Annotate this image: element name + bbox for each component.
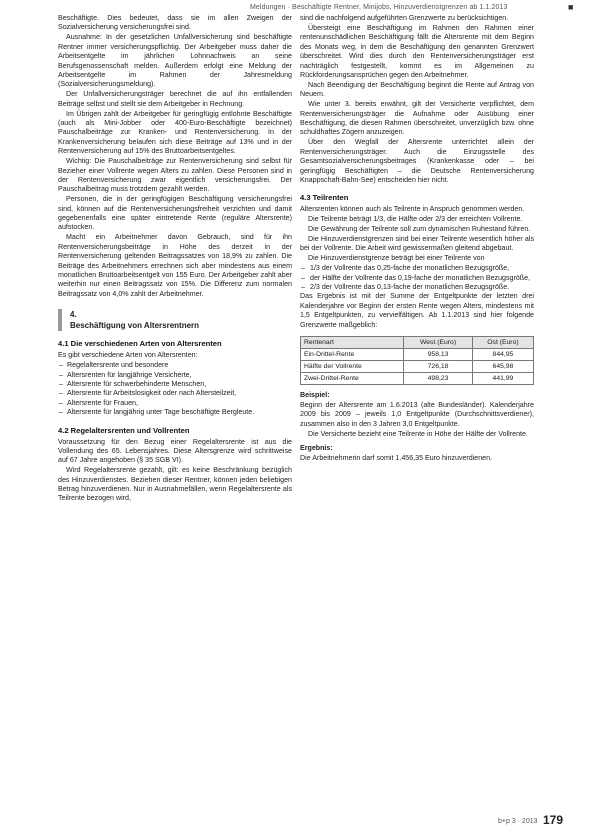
right-paragraph-13: Die Versicherte bezieht eine Teilrente in Höhe der Hälfte der Vollrente. bbox=[308, 429, 528, 438]
left-paragraph-5: Wichtig: Die Pauschalbeiträge zur Rentenversicherung sind selbst für Bezieher einer Vollrente wegen Alters zu zahlen. Diese Personen sind in der Rentenversicherung zwar eigentlich versicherungsfrei. Der Pauschalbeitrag muss trotzdem gezahlt werden. bbox=[58, 157, 292, 194]
ergebnis-label: Ergebnis: bbox=[300, 444, 333, 453]
list-item: – der Hälfte der Vollrente das 0,19-fache der monatlichen Bezugsgröße, bbox=[300, 274, 534, 283]
table-header-row bbox=[301, 337, 534, 349]
table-cell: 498,23 bbox=[404, 373, 473, 385]
right-paragraph-5: Über den Wegfall der Altersrente unterrichtet allein der Rentenversicherungsträger. Auch die Einzugsstelle des Gesamtsozialversicherungsbeitrages (Krankenkasse oder – bei geringfügig Beschäftigten – die Deutsche Rentenversicherung Knappschaft-Bahn-See) entscheiden hier nicht. bbox=[300, 138, 534, 184]
right-paragraph-7: Die Teilrente beträgt 1/3, die Hälfte oder 2/3 der erreichten Vollrente. bbox=[308, 215, 523, 224]
left-paragraph-6: Personen, die in der geringfügigen Beschäftigung versicherungsfrei sind, können auf die Rentenversicherungsfreiheit verzichten und damit gegebenenfalls eine später eintretende Rente (reguläre Altersrente) aufstocken. bbox=[58, 195, 292, 232]
left-paragraph-3: Der Unfallversicherungsträger berechnet die auf ihn entfallenden Beiträge selbst und stellt sie dem Arbeitgeber in Rechnung. bbox=[58, 90, 292, 108]
issue-label: b+p 3 · 2013 bbox=[498, 818, 538, 825]
table-header-cell: West (Euro) bbox=[404, 337, 473, 349]
left-column bbox=[58, 14, 292, 504]
list-item: – Altersrenten für langjährige Versicherte, bbox=[58, 371, 292, 380]
list-item: – 2/3 der Vollrente das 0,13-fache der monatlichen Bezugsgröße. bbox=[300, 283, 534, 292]
table-cell: 958,13 bbox=[404, 349, 473, 361]
section-heading-4-3: 4.3 Teilrenten bbox=[300, 193, 349, 203]
table-row bbox=[301, 349, 534, 361]
right-paragraph-8: Die Gewährung der Teilrente soll zum dynamischen Ruhestand führen. bbox=[308, 225, 531, 234]
right-paragraph-14: Die Arbeitnehmerin darf somit 1.456,35 Euro hinzuverdienen. bbox=[300, 454, 493, 463]
altersrenten-list bbox=[58, 361, 292, 417]
list-item: – Altersrente für Frauen, bbox=[58, 399, 292, 408]
chapter-heading bbox=[58, 309, 292, 331]
table-header-cell: Rentenart bbox=[301, 337, 404, 349]
left-paragraph-2: Ausnahme: In der gesetzlichen Unfallversicherung sind beschäftigte Rentner immer versicherungspflichtig. Der Arbeitgeber muss daher die Arbeitsentgelte im jährlichen Lohnnachweis an seine Berufsgenossenschaft melden. Außerdem erfolgt eine Meldung der Arbeitsentgelte im Rahmen der Jahresmeldung (Sozialversicherungsmeldung). bbox=[58, 33, 292, 89]
left-paragraph-1: Beschäftigte. Dies bedeutet, dass sie im allen Zweigen der Sozialversicherung versicherungsfrei sind. bbox=[58, 14, 292, 32]
list-item: – Regelaltersrente und besondere bbox=[58, 361, 292, 370]
table-cell: Zwei-Drittel-Rente bbox=[301, 373, 404, 385]
list-item: – 1/3 der Vollrente das 0,25-fache der monatlichen Bezugsgröße, bbox=[300, 264, 534, 273]
table-cell: Ein-Drittel-Rente bbox=[301, 349, 404, 361]
grenzwerte-table bbox=[300, 336, 534, 385]
right-column bbox=[300, 14, 534, 464]
table-cell: 645,98 bbox=[472, 361, 533, 373]
list-item: – Altersrente für schwerbehinderte Menschen, bbox=[58, 380, 292, 389]
table-cell: 726,18 bbox=[404, 361, 473, 373]
right-paragraph-6: Altersrenten können auch als Teilrente in Anspruch genommen werden. bbox=[300, 205, 525, 214]
left-paragraph-8: Es gibt verschiedene Arten von Altersrenten: bbox=[58, 351, 198, 360]
page-number: 179 bbox=[543, 813, 564, 827]
table-cell: 441,99 bbox=[472, 373, 533, 385]
table-row bbox=[301, 373, 534, 385]
right-paragraph-1: sind die nachfolgend aufgeführten Grenzwerte zu berücksichtigen. bbox=[300, 14, 509, 22]
table-cell: 844,95 bbox=[472, 349, 533, 361]
left-paragraph-7: Macht ein Arbeitnehmer davon Gebrauch, sind für ihn Rentenversicherungsbeiträge in Höhe des derzeit in der Rentenversicherung geltenden Beitragssatzes von 18,9% zu zahlen. Die Beiträge des Arbeitnehmers errechnen sich aber mindestens aus einem monatlichen Bruttoarbeitsentgelt von 155 Euro. Der Arbeitgeber zahlt aber weiterhin nur einen Beitragssatz von 15%. Die Differenz zum normalen Beitragssatz von 4,0% zahlt der Arbeitnehmer. bbox=[58, 233, 292, 298]
chapter-number: 4. bbox=[70, 310, 77, 320]
left-paragraph-10: Wird Regelaltersrente gezahlt, gilt: es keine Beschränkung bezüglich des Hinzuverdienstes. Beziehen dieser Rentner, können jeden beliebigen Betrag hinzuverdienen. Nur in Ausnahmefällen, wenn Regelaltersrente als Teilrente bezogen wird, bbox=[58, 466, 292, 503]
right-paragraph-9: Die Hinzuverdienstgrenzen sind bei einer Teilrente wesentlich höher als bei der Vollrente. Die Arbeit wird gewissermaßen gleitend abgebaut. bbox=[300, 235, 534, 253]
right-paragraph-10: Die Hinzuverdienstgrenze beträgt bei einer Teilrente von bbox=[308, 254, 485, 263]
right-paragraph-3: Nach Beendigung der Beschäftigung beginnt die Rente auf Antrag von Neuem. bbox=[300, 80, 534, 99]
section-heading-4-1: 4.1 Die verschiedenen Arten von Altersrenten bbox=[58, 339, 222, 349]
table-row bbox=[301, 361, 534, 373]
list-item: – Altersrente für langjährig unter Tage beschäftigte Bergleute. bbox=[58, 408, 292, 417]
left-paragraph-4: Im Übrigen zahlt der Arbeitgeber für geringfügig entlohnte Beschäftigte (auch als Mini-Jobber oder 400-Euro-Beschäftigte bezeichnet) Pauschalbeiträge zur Kranken- und Rentenversicherung. In der Krankenversicherung belaufen sich diese Beiträge auf 13% und in der Rentenversicherung auf 15% des Bruttoarbeitsentgeltes. bbox=[58, 109, 292, 156]
right-paragraph-2: Übersteigt eine Beschäftigung im Rahmen den Rahmen einer rentenunschädlichen Beschäftigung fällt die Altersrente mit dem Beginn des Monats weg, in dem die Beschäftigung den genannten Grenzwert überschreitet. Wird dies durch den Rentenversicherungsträger erst nachträglich festgestellt, kommt es im Allgemeinen zu Rückforderungsansprüchen gegen den Arbeitnehmer. bbox=[300, 23, 534, 79]
right-paragraph-12: Beginn der Altersrente am 1.6.2013 (alte Bundesländer). Kalenderjahre 2009 bis 2009 – jeweils 1,0 Entgeltpunkte (Durchschnittsverdiener), zusammen also in den 3 Jahren 3,0 Entgeltpunkte. bbox=[300, 401, 534, 428]
section-heading-4-2: 4.2 Regelaltersrenten und Vollrenten bbox=[58, 425, 190, 435]
table-header-cell: Ost (Euro) bbox=[472, 337, 533, 349]
beispiel-label: Beispiel: bbox=[300, 391, 330, 400]
header-mark: ■ bbox=[568, 2, 574, 12]
running-head: Meldungen · Beschäftigte Rentner, Minijobs, Hinzuverdienstgrenzen ab 1.1.2013 bbox=[250, 4, 508, 11]
right-paragraph-4: Wie unter 3. bereits erwähnt, gilt der Versicherte verpflichtet, dem Rentenversicherungsträger die Aufnahme oder Ausübung einer Beschäftigung, die diesen Rahmen überschreitet, unverzüglich bzw. ohne schuldhaftes Zögern anzuzeigen. bbox=[300, 100, 534, 137]
chapter-title: Beschäftigung von Altersrentnern bbox=[70, 321, 200, 331]
list-item: – Altersrente für Arbeitslosigkeit oder nach Altersteilzeit, bbox=[58, 389, 292, 398]
hinzuverdienst-list bbox=[300, 264, 534, 292]
left-paragraph-9: Voraussetzung für den Bezug einer Regelaltersrente ist aus die Vollendung des 65. Lebensjahres. Diese Altersgrenze wird schrittweise auf 67 Jahre angehoben (§ 35 SGB VI). bbox=[58, 437, 292, 465]
right-paragraph-11: Das Ergebnis ist mit der Summe der Entgeltpunkte der letzten drei Kalenderjahre vor Beginn der ersten Rente wegen Alters, mindestens mit 1,5 Entgeltpunkten, zu vervielfältigen. Ab 1.1.2013 sind hier folgende Grenzwerte maßgeblich: bbox=[300, 292, 534, 329]
table-cell: Hälfte der Vollrente bbox=[301, 361, 404, 373]
